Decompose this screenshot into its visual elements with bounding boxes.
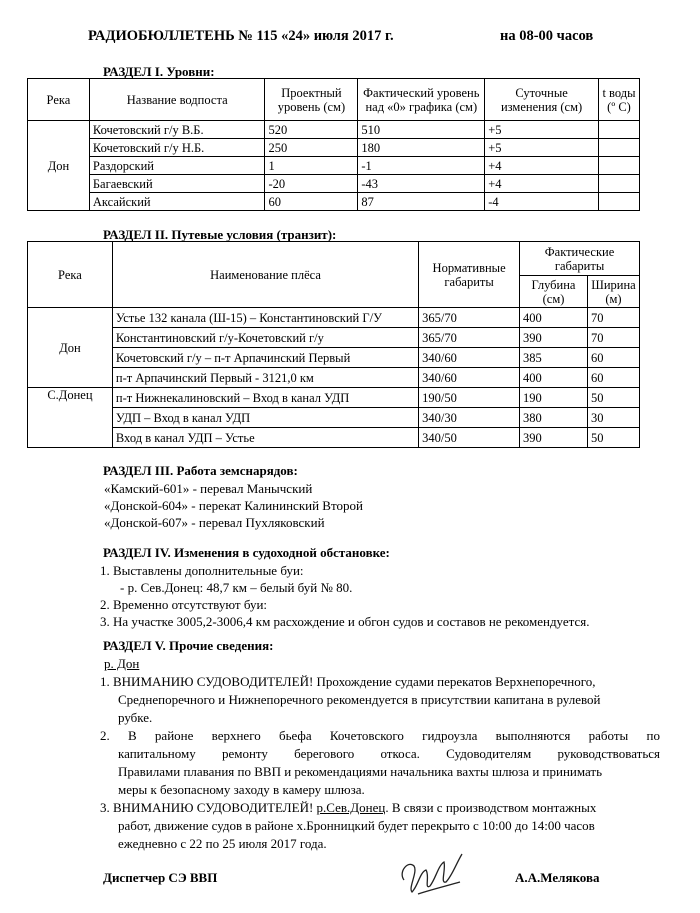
actual-level: -43	[358, 175, 485, 193]
water-temp	[598, 157, 639, 175]
list-item: «Камский-601» - перевал Манычский	[104, 481, 313, 496]
list-item: 1. ВНИМАНИЮ СУДОВОДИТЕЛЕЙ! Прохождение судами перекатов Верхнепоречного,	[100, 674, 596, 689]
depth: 400	[520, 308, 588, 328]
list-item: 2. В районе верхнего бьефа Кочетовского гидроузла выполняются работы по	[100, 728, 660, 743]
actual-level: 510	[358, 121, 485, 139]
river-label: р. Дон	[104, 656, 140, 671]
norm-dims: 340/60	[419, 368, 520, 388]
dispatcher-name: А.А.Мелякова	[515, 870, 600, 885]
list-item: - р. Сев.Донец: 48,7 км – белый буй № 80.	[120, 580, 353, 595]
levels-table	[27, 78, 640, 211]
signature	[390, 842, 480, 902]
section4-title: РАЗДЕЛ IV. Изменения в судоходной обстановке:	[103, 545, 390, 560]
daily-change: +4	[485, 175, 599, 193]
depth: 380	[520, 408, 588, 428]
water-temp	[598, 193, 639, 211]
levels-header-row	[28, 79, 640, 121]
width: 30	[587, 408, 639, 428]
width: 70	[587, 308, 639, 328]
list-item: 2. Временно отсутствуют буи:	[100, 597, 268, 612]
norm-dims: 340/30	[419, 408, 520, 428]
project-level: -20	[265, 175, 358, 193]
post-name: Аксайский	[89, 193, 265, 211]
post-name: Кочетовский г/у Н.Б.	[89, 139, 265, 157]
table-row	[28, 328, 640, 348]
stretch-name: Кочетовский г/у – п-т Арпачинский Первый	[112, 348, 418, 368]
table-row	[28, 388, 640, 408]
list-item: меры к безопасному заходу в камеру шлюза.	[118, 782, 365, 797]
section5-title: РАЗДЕЛ V. Прочие сведения:	[103, 638, 274, 653]
depth: 190	[520, 388, 588, 408]
post-name: Багаевский	[89, 175, 265, 193]
dredgers-list	[104, 480, 363, 531]
water-temp	[598, 139, 639, 157]
table-row	[28, 121, 640, 139]
list-item	[100, 799, 660, 817]
section2-title: РАЗДЕЛ II. Путевые условия (транзит):	[103, 227, 337, 242]
table-row	[28, 408, 640, 428]
bulletin-time: на 08-00 часов	[500, 28, 594, 44]
table-row	[28, 428, 640, 448]
width: 70	[587, 328, 639, 348]
width: 50	[587, 388, 639, 408]
project-level: 60	[265, 193, 358, 211]
stretch-name: Устье 132 канала (Ш-15) – Константиновский Г/У	[112, 308, 418, 328]
daily-change: -4	[485, 193, 599, 211]
stretch-name: Константиновский г/у-Кочетовский г/у	[112, 328, 418, 348]
norm-dims: 190/50	[419, 388, 520, 408]
transit-header-row	[28, 242, 640, 276]
river-name: р.Сев.Донец	[316, 800, 386, 815]
col-actual-dims: Фактические габариты	[520, 242, 640, 276]
depth: 390	[520, 428, 588, 448]
table-row	[28, 368, 640, 388]
norm-dims: 365/70	[419, 328, 520, 348]
list-item: капитальному ремонту берегового откоса. Судоводителям руководствоваться	[118, 746, 660, 761]
bulletin-header	[88, 28, 648, 45]
col-post: Название водпоста	[89, 79, 265, 121]
list-item-text: . В связи с производством монтажных	[385, 800, 597, 815]
list-item: Среднепоречного и Нижнепоречного рекомендуется в присутствии капитана в рулевой	[118, 692, 601, 707]
col-project-level: Проектный уровень (см)	[265, 79, 358, 121]
daily-change: +4	[485, 157, 599, 175]
depth: 400	[520, 368, 588, 388]
section3-title: РАЗДЕЛ III. Работа земснарядов:	[103, 463, 298, 478]
post-name: Раздорский	[89, 157, 265, 175]
transit-table	[27, 241, 640, 448]
navigation-changes	[100, 562, 590, 630]
actual-level: 180	[358, 139, 485, 157]
table-row	[28, 193, 640, 211]
width: 50	[587, 428, 639, 448]
col-water-temp: t воды (º С)	[598, 79, 639, 121]
river-cell: Дон	[28, 308, 113, 388]
other-info	[100, 655, 660, 853]
table-row	[28, 175, 640, 193]
depth: 385	[520, 348, 588, 368]
col-river: Река	[28, 242, 113, 308]
norm-dims: 340/60	[419, 348, 520, 368]
norm-dims: 340/50	[419, 428, 520, 448]
list-item-text: 3. ВНИМАНИЮ СУДОВОДИТЕЛЕЙ!	[100, 800, 317, 815]
col-daily-change: Суточные изменения (см)	[485, 79, 599, 121]
project-level: 1	[265, 157, 358, 175]
stretch-name: Вход в канал УДП – Устье	[112, 428, 418, 448]
actual-level: 87	[358, 193, 485, 211]
table-row	[28, 139, 640, 157]
width: 60	[587, 368, 639, 388]
table-row	[28, 308, 640, 328]
daily-change: +5	[485, 121, 599, 139]
project-level: 250	[265, 139, 358, 157]
bulletin-title: РАДИОБЮЛЛЕТЕНЬ № 115 «24» июля 2017 г.	[88, 28, 394, 44]
col-river: Река	[28, 79, 90, 121]
table-row	[28, 157, 640, 175]
stretch-name: п-т Нижнекалиновский – Вход в канал УДП	[112, 388, 418, 408]
norm-dims: 365/70	[419, 308, 520, 328]
list-item: 1. Выставлены дополнительные буи:	[100, 563, 304, 578]
daily-change: +5	[485, 139, 599, 157]
col-actual-level: Фактический уровень над «0» графика (см)	[358, 79, 485, 121]
actual-level: -1	[358, 157, 485, 175]
stretch-name: УДП – Вход в канал УДП	[112, 408, 418, 428]
stretch-name: п-т Арпачинский Первый - 3121,0 км	[112, 368, 418, 388]
list-item: 3. На участке 3005,2-3006,4 км расхождение и обгон судов и составов не рекомендуется.	[100, 614, 590, 629]
col-depth: Глубина (см)	[520, 276, 588, 308]
table-row	[28, 348, 640, 368]
river-cell: Дон	[28, 121, 90, 211]
col-norm-dims: Нормативные габариты	[419, 242, 520, 308]
project-level: 520	[265, 121, 358, 139]
water-temp	[598, 121, 639, 139]
list-item: «Донской-604» - перекат Калининский Второй	[104, 498, 363, 513]
section1-title: РАЗДЕЛ I. Уровни:	[103, 64, 215, 79]
width: 60	[587, 348, 639, 368]
river-cell: С.Донец	[28, 388, 113, 448]
col-width: Ширина (м)	[587, 276, 639, 308]
post-name: Кочетовский г/у В.Б.	[89, 121, 265, 139]
list-item: «Донской-607» - перевал Пухляковский	[104, 515, 325, 530]
list-item: Правилами плавания по ВВП и рекомендациями начальника вахты шлюза и принимать	[118, 764, 603, 779]
list-item: работ, движение судов в районе х.Бронницкий будет перекрыто с 10:00 до 14:00 часов	[118, 818, 595, 833]
dispatcher-label: Диспетчер СЭ ВВП	[103, 870, 218, 885]
water-temp	[598, 175, 639, 193]
depth: 390	[520, 328, 588, 348]
list-item: ежедневно с 22 по 25 июля 2017 года.	[118, 836, 327, 851]
col-stretch: Наименование плёса	[112, 242, 418, 308]
list-item: рубке.	[118, 710, 153, 725]
